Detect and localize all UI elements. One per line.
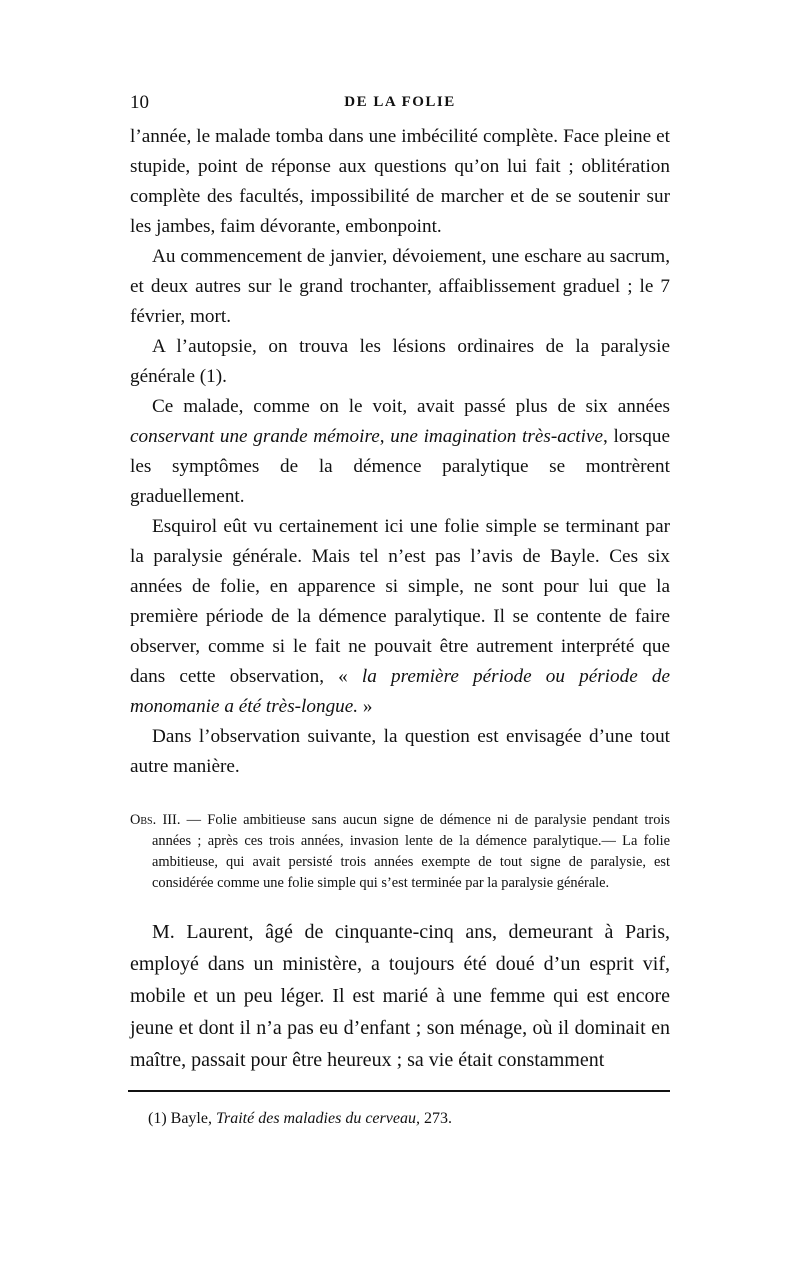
running-title: DE LA FOLIE <box>344 94 456 110</box>
text-run: , lorsque les symptômes de la démence paralytique se montrèrent graduellement. <box>130 426 670 507</box>
italic-run: une imagination très-active <box>390 426 604 447</box>
footnote-author: Bayle, <box>170 1110 212 1127</box>
text-run: l’année, le malade tomba dans une imbécilité complète. Face pleine et stupide, point de réponse aux questions qu’on lui fait ; oblitération complète des facultés, impossibilité de marcher et de se soutenir sur les jambes, faim dévorante, embonpoint. <box>130 126 670 237</box>
text-run: Esquirol eût vu certainement ici une folie simple se terminant par la paralysie générale. Mais tel n’est pas l’avis de Bayle. Ces six années de folie, en apparence si simple, ne sont pour lui que la première période de la démence paralytique. Il se contente de faire observer, comme si le fait ne pouvait être autrement interprété que dans cette observation, « <box>130 516 670 687</box>
footnote-title: Traité des maladies du cerveau, <box>215 1110 420 1127</box>
text-run: Au commencement de janvier, dévoiement, une eschare au sacrum, et deux autres sur le grand trochanter, affaiblissement graduel ; le 7 février, mort. <box>130 246 670 327</box>
paragraph <box>130 392 670 512</box>
footnote-page: 273. <box>423 1110 452 1127</box>
running-head <box>130 92 670 122</box>
text-run: , <box>379 426 391 447</box>
paragraph <box>130 512 670 722</box>
text-run: Dans l’observation suivante, la question est envisagée d’une tout autre manière. <box>130 726 670 777</box>
paragraph <box>130 122 670 242</box>
footnote <box>130 1110 670 1128</box>
main-text <box>130 122 670 782</box>
italic-run: conservant une grande mémoire <box>130 426 380 447</box>
paragraph <box>130 722 670 782</box>
text-run: » <box>358 696 373 717</box>
footnote-marker: (1) <box>148 1110 167 1127</box>
page-number: 10 <box>130 92 149 113</box>
italic-run: la première période ou période de monomanie a été très-longue. <box>130 666 670 717</box>
observation-label: Obs. III. <box>130 812 181 828</box>
footnote-rule <box>128 1090 670 1092</box>
text-run: A l’autopsie, on trouva les lésions ordinaires de la paralysie générale (1). <box>130 336 670 387</box>
observation-summary <box>130 810 670 894</box>
paragraph <box>130 242 670 332</box>
observation-text: — Folie ambitieuse sans aucun signe de démence ni de paralysie pendant trois années ; après ces trois années, invasion lente de la démence paralytique.— La folie ambitieuse, qui avait persisté trois années exempte de tout signe de paralysie, est considérée comme une folie simple qui s’est terminée par la paralysie générale. <box>152 812 670 891</box>
case-paragraph: M. Laurent, âgé de cinquante-cinq ans, demeurant à Paris, employé dans un ministère, a toujours été doué d’un esprit vif, mobile et un peu léger. Il est marié à une femme qui est encore jeune et dont il n’a pas eu d’enfant ; son ménage, où il dominait en maître, passait pour être heureux ; sa vie était constamment <box>130 921 670 1071</box>
book-page <box>130 92 670 1128</box>
paragraph <box>130 332 670 392</box>
case-text <box>130 916 670 1076</box>
text-run: Ce malade, comme on le voit, avait passé plus de six années <box>152 396 670 417</box>
